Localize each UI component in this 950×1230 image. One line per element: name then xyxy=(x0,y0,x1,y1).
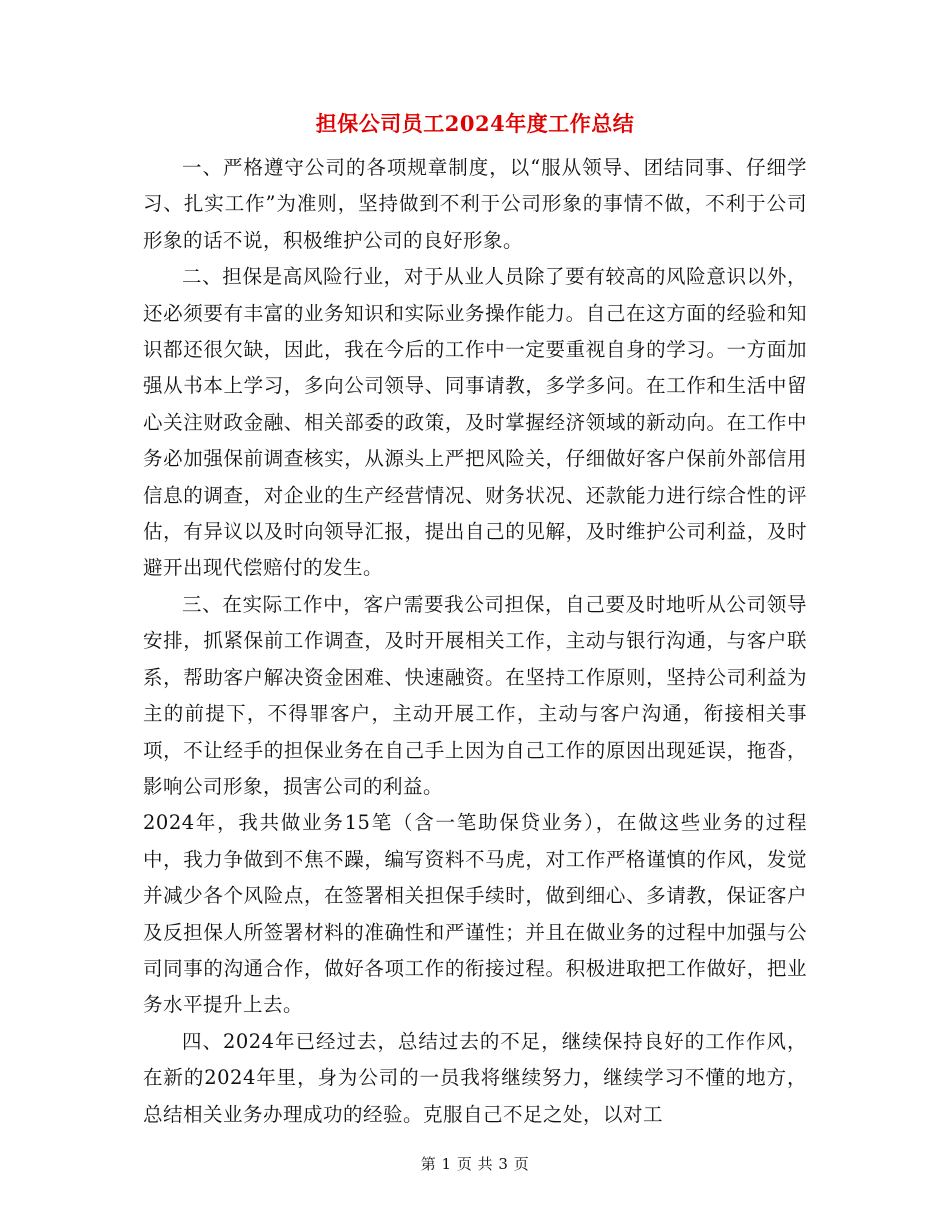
paragraph-5: 四、2024年已经过去，总结过去的不足，继续保持良好的工作作风，在新的2024年里，身为公司的一员我将继续努力，继续学习不懂的地方，总结相关业务办理成功的经验。克服自己不足之处，以对工 xyxy=(143,1029,807,1126)
paragraph-2: 二、担保是高风险行业，对于从业人员除了要有较高的风险意识以外，还必须要有丰富的业务知识和实际业务操作能力。自己在这方面的经验和知识都还很欠缺，因此，我在今后的工作中一定要重视自身的学习。一方面加强从书本上学习，多向公司领导、同事请教，多学多问。在工作和生活中留心关注财政金融、相关部委的政策，及时掌握经济领域的新动向。在工作中务必加强保前调查核实，从源头上严把风险关，仔细做好客户保前外部信用信息的调查，对企业的生产经营情况、财务状况、还款能力进行综合性的评估，有异议以及时向领导汇报，提出自己的见解，及时维护公司利益，及时避开出现代偿赔付的发生。 xyxy=(143,265,807,580)
document-body xyxy=(143,150,807,1133)
document-title: 担保公司员工2024年度工作总结 xyxy=(315,111,635,136)
paragraph-1: 一、严格遵守公司的各项规章制度，以“服从领导、团结同事、仔细学习、扎实工作”为准则，坚持做到不利于公司形象的事情不做，不利于公司形象的话不说，积极维护公司的良好形象。 xyxy=(143,156,807,252)
paragraph-3: 三、在实际工作中，客户需要我公司担保，自己要及时地听从公司领导安排，抓紧保前工作调查，及时开展相关工作，主动与银行沟通，与客户联系，帮助客户解决资金困难、快速融资。在坚持工作原则，坚持公司利益为主的前提下，不得罪客户，主动开展工作，主动与客户沟通，衔接相关事项，不让经手的担保业务在自己手上因为自己工作的原因出现延误，拖沓，影响公司形象，损害公司的利益。 xyxy=(143,592,807,798)
paragraph-4: 2024年，我共做业务15笔（含一笔助保贷业务），在做这些业务的过程中，我力争做到不焦不躁，编写资料不马虎，对工作严格谨慎的作风，发觉并减少各个风险点，在签署相关担保手续时，做到细心、多请教，保证客户及反担保人所签署材料的准确性和严谨性；并且在做业务的过程中加强与公司同事的沟通合作，做好各项工作的衔接过程。积极进取把工作做好，把业务水平提升上去。 xyxy=(143,811,807,1017)
page-number-footer: 第 1 页 共 3 页 xyxy=(420,1155,530,1173)
